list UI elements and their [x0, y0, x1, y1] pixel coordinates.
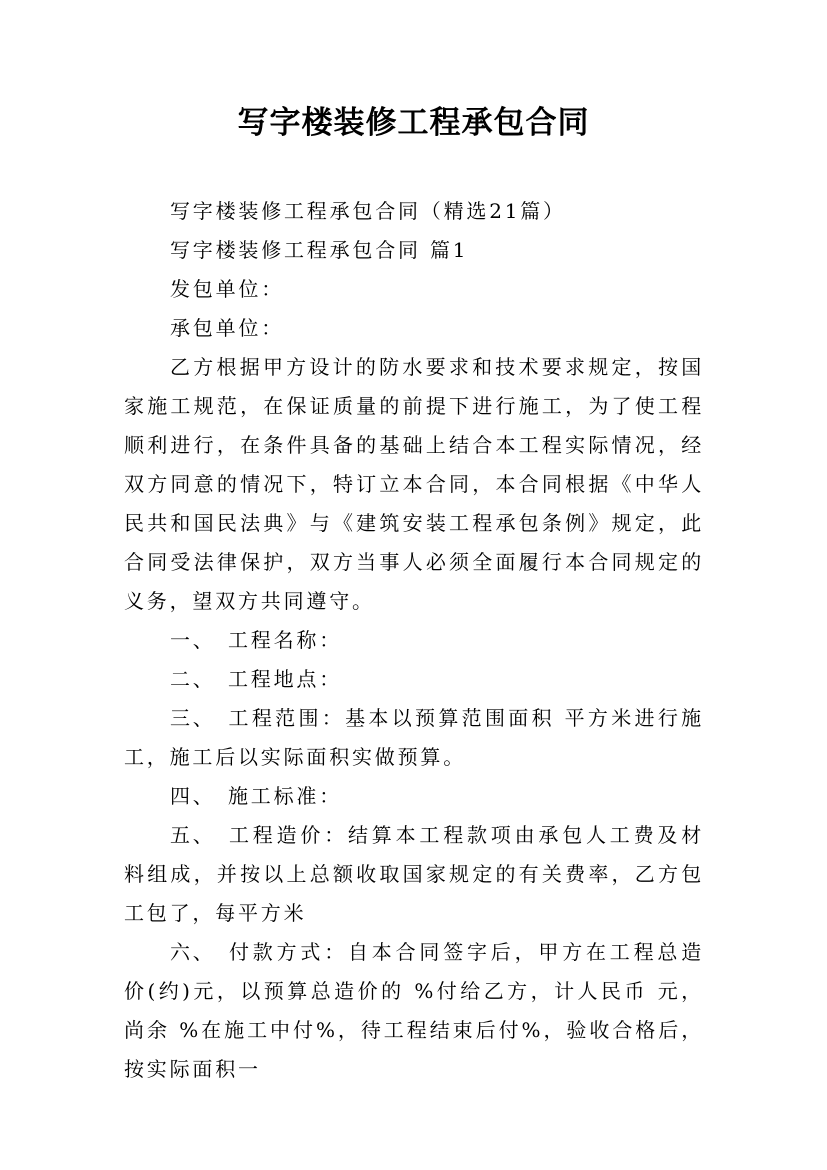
clause-number: 三、	[170, 706, 216, 730]
clause-project-location	[124, 660, 704, 699]
clause-number: 二、	[170, 667, 216, 691]
subtitle-line: 写字楼装修工程承包合同（精选21篇）	[170, 199, 566, 223]
clause-number: 四、	[170, 784, 216, 808]
clause-text: 工程地点：	[228, 667, 342, 691]
clause-number: 一、	[170, 628, 216, 652]
clause-text: 施工标准：	[228, 784, 342, 808]
contractor-label: 承包单位：	[170, 316, 284, 340]
clause-number: 五、	[170, 823, 216, 847]
clause-payment-method	[124, 933, 704, 1089]
clause-text: 工程范围：基本以预算范围面积 平方米进行施工，施工后以实际面积实做预算。	[124, 706, 704, 769]
clause-text: 付款方式：自本合同签字后，甲方在工程总造价(约)元，以预算总造价的 %付给乙方，计人民币 元，尚余 %在施工中付%，待工程结束后付%，验收合格后，按实际面积一	[124, 940, 704, 1081]
section-heading: 写字楼装修工程承包合同 篇1	[170, 238, 469, 262]
clause-text: 工程名称：	[228, 628, 342, 652]
preamble-paragraph: 乙方根据甲方设计的防水要求和技术要求规定，按国家施工规范，在保证质量的前提下进行施工，为了使工程顺利进行，在条件具备的基础上结合本工程实际情况，经双方同意的情况下，特订立本合同，本合同根据《中华人民共和国民法典》与《建筑安装工程承包条例》规定，此合同受法律保护，双方当事人必须全面履行本合同规定的义务，望双方共同遵守。	[124, 355, 704, 613]
clause-number: 六、	[170, 940, 216, 964]
document-title: 写字楼装修工程承包合同	[237, 105, 590, 141]
clause-project-scope	[124, 699, 704, 777]
clause-project-name	[124, 621, 704, 660]
clause-construction-standard	[124, 777, 704, 816]
employer-label: 发包单位：	[170, 277, 284, 301]
clause-text: 工程造价：结算本工程款项由承包人工费及材料组成，并按以上总额收取国家规定的有关费率，乙方包工包了，每平方米	[124, 823, 704, 925]
clause-project-cost	[124, 816, 704, 933]
document-body	[124, 192, 704, 1089]
